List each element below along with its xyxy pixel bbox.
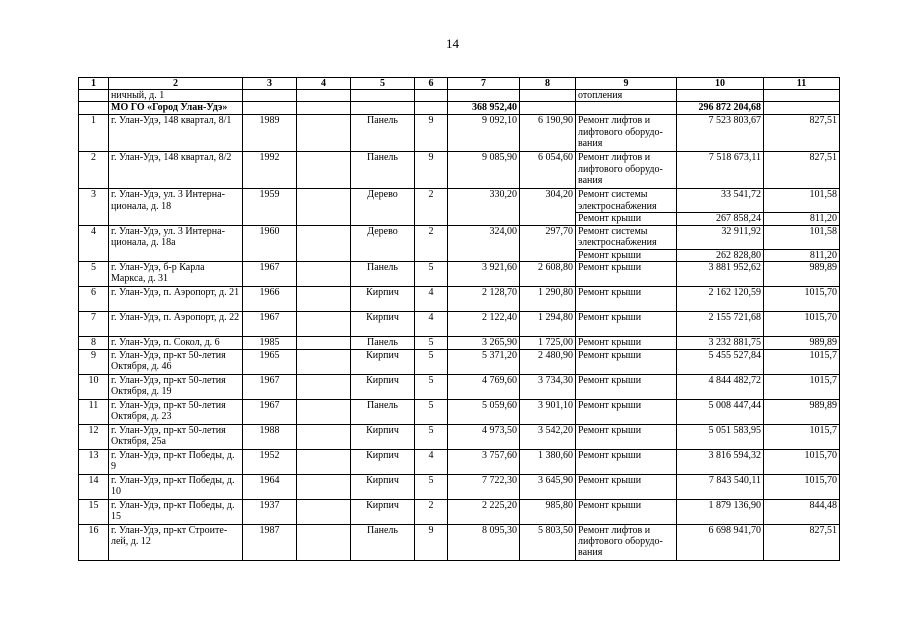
cost-cell: 1 879 136,90 xyxy=(677,499,764,524)
living-area-cell: 1 290,80 xyxy=(520,286,576,311)
year-cell: 1967 xyxy=(243,311,297,336)
blank-cell xyxy=(297,499,351,524)
year-cell: 1992 xyxy=(243,152,297,189)
living-area-cell xyxy=(520,90,576,102)
address-cell: г. Улан-Удэ, пр-кт 50-летия Октября, д. 46 xyxy=(109,349,243,374)
table-row xyxy=(79,424,840,449)
unit-cost-cell: 101,58 xyxy=(764,189,840,213)
table-row xyxy=(79,311,840,336)
floors-cell: 2 xyxy=(415,225,448,261)
row-number-cell xyxy=(79,90,109,102)
total-area-cell: 4 973,50 xyxy=(448,424,520,449)
unit-cost-cell: 1015,7 xyxy=(764,374,840,399)
work-type-cell: Ремонт крыши xyxy=(576,499,677,524)
table-row xyxy=(79,449,840,474)
table-row xyxy=(79,225,840,249)
table-row xyxy=(79,102,840,115)
unit-cost-cell: 1015,70 xyxy=(764,449,840,474)
table-row xyxy=(79,474,840,499)
year-cell xyxy=(243,90,297,102)
year-cell: 1967 xyxy=(243,399,297,424)
living-area-cell xyxy=(520,102,576,115)
header-row xyxy=(79,78,840,90)
address-cell: г. Улан-Удэ, б-р Карла Маркса, д. 31 xyxy=(109,261,243,286)
row-number-cell: 6 xyxy=(79,286,109,311)
address-cell: г. Улан-Удэ, пр-кт 50-летия Октября, д. 19 xyxy=(109,374,243,399)
repair-table xyxy=(78,77,840,561)
floors-cell xyxy=(415,90,448,102)
table-row xyxy=(79,499,840,524)
header-cell: 5 xyxy=(351,78,415,90)
material-cell: Панель xyxy=(351,152,415,189)
cost-cell: 5 051 583,95 xyxy=(677,424,764,449)
floors-cell: 2 xyxy=(415,499,448,524)
unit-cost-cell: 827,51 xyxy=(764,524,840,560)
blank-cell xyxy=(297,90,351,102)
total-area-cell: 2 225,20 xyxy=(448,499,520,524)
total-area-cell: 5 059,60 xyxy=(448,399,520,424)
material-cell: Дерево xyxy=(351,189,415,225)
page-number: 14 xyxy=(446,36,459,51)
floors-cell: 9 xyxy=(415,152,448,189)
living-area-cell: 304,20 xyxy=(520,189,576,225)
work-type-cell: Ремонт крыши xyxy=(576,474,677,499)
living-area-cell: 1 294,80 xyxy=(520,311,576,336)
cost-cell: 32 911,92 xyxy=(677,225,764,249)
table-row xyxy=(79,374,840,399)
row-number-cell: 2 xyxy=(79,152,109,189)
header-cell: 1 xyxy=(79,78,109,90)
material-cell: Панель xyxy=(351,399,415,424)
unit-cost-cell: 989,89 xyxy=(764,261,840,286)
year-cell xyxy=(243,102,297,115)
material-cell: Кирпич xyxy=(351,311,415,336)
address-cell: МО ГО «Город Улан-Удэ» xyxy=(109,102,243,115)
living-area-cell: 985,80 xyxy=(520,499,576,524)
living-area-cell: 3 734,30 xyxy=(520,374,576,399)
header-cell: 9 xyxy=(576,78,677,90)
unit-cost-cell: 1015,70 xyxy=(764,311,840,336)
cost-cell: 3 232 881,75 xyxy=(677,336,764,349)
header-cell: 10 xyxy=(677,78,764,90)
row-number-cell: 4 xyxy=(79,225,109,261)
cost-cell: 5 008 447,44 xyxy=(677,399,764,424)
header-cell: 4 xyxy=(297,78,351,90)
work-type-cell: Ремонт крыши xyxy=(576,213,677,225)
floors-cell: 5 xyxy=(415,261,448,286)
work-type-cell: Ремонт крыши xyxy=(576,311,677,336)
table-row xyxy=(79,189,840,213)
material-cell: Панель xyxy=(351,336,415,349)
cost-cell: 2 162 120,59 xyxy=(677,286,764,311)
material-cell xyxy=(351,102,415,115)
unit-cost-cell: 989,89 xyxy=(764,399,840,424)
table-body xyxy=(79,90,840,561)
year-cell: 1987 xyxy=(243,524,297,560)
unit-cost-cell: 811,20 xyxy=(764,249,840,261)
unit-cost-cell: 844,48 xyxy=(764,499,840,524)
material-cell: Панель xyxy=(351,524,415,560)
total-area-cell: 9 085,90 xyxy=(448,152,520,189)
floors-cell: 5 xyxy=(415,474,448,499)
material-cell: Панель xyxy=(351,261,415,286)
blank-cell xyxy=(297,152,351,189)
table-row xyxy=(79,261,840,286)
year-cell: 1967 xyxy=(243,374,297,399)
floors-cell: 5 xyxy=(415,374,448,399)
total-area-cell: 9 092,10 xyxy=(448,115,520,152)
total-area-cell: 2 122,40 xyxy=(448,311,520,336)
living-area-cell: 6 054,60 xyxy=(520,152,576,189)
work-type-cell: Ремонт системы электроснабжения xyxy=(576,189,677,213)
row-number-cell: 9 xyxy=(79,349,109,374)
work-type-cell: Ремонт крыши xyxy=(576,349,677,374)
year-cell: 1959 xyxy=(243,189,297,225)
total-area-cell: 4 769,60 xyxy=(448,374,520,399)
year-cell: 1988 xyxy=(243,424,297,449)
header-cell: 11 xyxy=(764,78,840,90)
table-row xyxy=(79,286,840,311)
unit-cost-cell: 827,51 xyxy=(764,152,840,189)
address-cell: г. Улан-Удэ, ул. 3 Интерна-ционала, д. 18а xyxy=(109,225,243,261)
table-row xyxy=(79,349,840,374)
living-area-cell: 1 725,00 xyxy=(520,336,576,349)
blank-cell xyxy=(297,311,351,336)
header-cell: 8 xyxy=(520,78,576,90)
year-cell: 1952 xyxy=(243,449,297,474)
unit-cost-cell: 1015,7 xyxy=(764,424,840,449)
header-cell: 7 xyxy=(448,78,520,90)
unit-cost-cell: 811,20 xyxy=(764,213,840,225)
work-type-cell: Ремонт крыши xyxy=(576,424,677,449)
unit-cost-cell: 989,89 xyxy=(764,336,840,349)
blank-cell xyxy=(297,424,351,449)
blank-cell xyxy=(297,524,351,560)
table-row xyxy=(79,336,840,349)
row-number-cell: 7 xyxy=(79,311,109,336)
row-number-cell: 8 xyxy=(79,336,109,349)
material-cell: Кирпич xyxy=(351,449,415,474)
work-type-cell: Ремонт крыши xyxy=(576,249,677,261)
living-area-cell: 297,70 xyxy=(520,225,576,261)
work-type-cell: Ремонт крыши xyxy=(576,399,677,424)
row-number-cell: 3 xyxy=(79,189,109,225)
unit-cost-cell: 101,58 xyxy=(764,225,840,249)
living-area-cell: 5 803,50 xyxy=(520,524,576,560)
address-cell: г. Улан-Удэ, пр-кт Победы, д. 10 xyxy=(109,474,243,499)
work-type-cell: Ремонт системы электроснабжения xyxy=(576,225,677,249)
year-cell: 1966 xyxy=(243,286,297,311)
material-cell: Кирпич xyxy=(351,374,415,399)
work-type-cell: Ремонт крыши xyxy=(576,286,677,311)
address-cell: г. Улан-Удэ, пр-кт Победы, д. 15 xyxy=(109,499,243,524)
row-number-cell: 16 xyxy=(79,524,109,560)
cost-cell: 6 698 941,70 xyxy=(677,524,764,560)
blank-cell xyxy=(297,115,351,152)
row-number-cell xyxy=(79,102,109,115)
cost-cell: 2 155 721,68 xyxy=(677,311,764,336)
living-area-cell: 6 190,90 xyxy=(520,115,576,152)
address-cell: г. Улан-Удэ, ул. 3 Интерна-ционала, д. 18 xyxy=(109,189,243,225)
year-cell: 1989 xyxy=(243,115,297,152)
work-type-cell: Ремонт крыши xyxy=(576,374,677,399)
address-cell: г. Улан-Удэ, пр-кт Победы, д. 9 xyxy=(109,449,243,474)
blank-cell xyxy=(297,336,351,349)
header-cell: 3 xyxy=(243,78,297,90)
address-cell: г. Улан-Удэ, 148 квартал, 8/2 xyxy=(109,152,243,189)
table-row xyxy=(79,115,840,152)
total-area-cell: 8 095,30 xyxy=(448,524,520,560)
unit-cost-cell xyxy=(764,90,840,102)
floors-cell xyxy=(415,102,448,115)
cost-cell: 5 455 527,84 xyxy=(677,349,764,374)
floors-cell: 4 xyxy=(415,286,448,311)
blank-cell xyxy=(297,102,351,115)
year-cell: 1985 xyxy=(243,336,297,349)
blank-cell xyxy=(297,261,351,286)
year-cell: 1937 xyxy=(243,499,297,524)
blank-cell xyxy=(297,449,351,474)
address-cell: г. Улан-Удэ, пр-кт Строите-лей, д. 12 xyxy=(109,524,243,560)
total-area-cell: 3 757,60 xyxy=(448,449,520,474)
header-cell: 6 xyxy=(415,78,448,90)
blank-cell xyxy=(297,189,351,225)
year-cell: 1960 xyxy=(243,225,297,261)
blank-cell xyxy=(297,399,351,424)
floors-cell: 5 xyxy=(415,336,448,349)
blank-cell xyxy=(297,349,351,374)
work-type-cell: Ремонт крыши xyxy=(576,261,677,286)
material-cell: Кирпич xyxy=(351,499,415,524)
address-cell: г. Улан-Удэ, п. Аэропорт, д. 22 xyxy=(109,311,243,336)
material-cell: Дерево xyxy=(351,225,415,261)
floors-cell: 4 xyxy=(415,449,448,474)
floors-cell: 5 xyxy=(415,399,448,424)
table-row xyxy=(79,399,840,424)
floors-cell: 9 xyxy=(415,115,448,152)
material-cell: Панель xyxy=(351,115,415,152)
material-cell: Кирпич xyxy=(351,474,415,499)
cost-cell: 267 858,24 xyxy=(677,213,764,225)
living-area-cell: 2 608,80 xyxy=(520,261,576,286)
cost-cell xyxy=(677,90,764,102)
table-row xyxy=(79,524,840,560)
work-type-cell: отопления xyxy=(576,90,677,102)
work-type-cell: Ремонт крыши xyxy=(576,336,677,349)
address-cell: г. Улан-Удэ, пр-кт 50-летия Октября, 25а xyxy=(109,424,243,449)
total-area-cell: 2 128,70 xyxy=(448,286,520,311)
floors-cell: 5 xyxy=(415,349,448,374)
living-area-cell: 3 542,20 xyxy=(520,424,576,449)
living-area-cell: 3 645,90 xyxy=(520,474,576,499)
cost-cell: 262 828,80 xyxy=(677,249,764,261)
material-cell: Кирпич xyxy=(351,349,415,374)
table-row xyxy=(79,152,840,189)
year-cell: 1965 xyxy=(243,349,297,374)
living-area-cell: 3 901,10 xyxy=(520,399,576,424)
address-cell: г. Улан-Удэ, 148 квартал, 8/1 xyxy=(109,115,243,152)
total-area-cell: 368 952,40 xyxy=(448,102,520,115)
address-cell: г. Улан-Удэ, п. Аэропорт, д. 21 xyxy=(109,286,243,311)
cost-cell: 7 518 673,11 xyxy=(677,152,764,189)
cost-cell: 7 843 540,11 xyxy=(677,474,764,499)
floors-cell: 5 xyxy=(415,424,448,449)
blank-cell xyxy=(297,286,351,311)
header-cell: 2 xyxy=(109,78,243,90)
blank-cell xyxy=(297,474,351,499)
table-row xyxy=(79,90,840,102)
total-area-cell: 7 722,30 xyxy=(448,474,520,499)
row-number-cell: 13 xyxy=(79,449,109,474)
cost-cell: 7 523 803,67 xyxy=(677,115,764,152)
row-number-cell: 10 xyxy=(79,374,109,399)
address-cell: г. Улан-Удэ, пр-кт 50-летия Октября, д. 23 xyxy=(109,399,243,424)
row-number-cell: 11 xyxy=(79,399,109,424)
row-number-cell: 15 xyxy=(79,499,109,524)
unit-cost-cell: 1015,70 xyxy=(764,474,840,499)
year-cell: 1964 xyxy=(243,474,297,499)
work-type-cell: Ремонт лифтов и лифтового оборудо-вания xyxy=(576,524,677,560)
row-number-cell: 12 xyxy=(79,424,109,449)
blank-cell xyxy=(297,225,351,261)
address-cell: ничный, д. 1 xyxy=(109,90,243,102)
work-type-cell: Ремонт лифтов и лифтового оборудо-вания xyxy=(576,152,677,189)
year-cell: 1967 xyxy=(243,261,297,286)
work-type-cell: Ремонт лифтов и лифтового оборудо-вания xyxy=(576,115,677,152)
total-area-cell xyxy=(448,90,520,102)
unit-cost-cell xyxy=(764,102,840,115)
floors-cell: 9 xyxy=(415,524,448,560)
address-cell: г. Улан-Удэ, п. Сокол, д. 6 xyxy=(109,336,243,349)
work-type-cell xyxy=(576,102,677,115)
total-area-cell: 330,20 xyxy=(448,189,520,225)
total-area-cell: 3 921,60 xyxy=(448,261,520,286)
cost-cell: 3 816 594,32 xyxy=(677,449,764,474)
material-cell: Кирпич xyxy=(351,424,415,449)
material-cell xyxy=(351,90,415,102)
row-number-cell: 1 xyxy=(79,115,109,152)
cost-cell: 33 541,72 xyxy=(677,189,764,213)
unit-cost-cell: 827,51 xyxy=(764,115,840,152)
row-number-cell: 14 xyxy=(79,474,109,499)
floors-cell: 2 xyxy=(415,189,448,225)
cost-cell: 4 844 482,72 xyxy=(677,374,764,399)
total-area-cell: 3 265,90 xyxy=(448,336,520,349)
cost-cell: 3 881 952,62 xyxy=(677,261,764,286)
blank-cell xyxy=(297,374,351,399)
living-area-cell: 1 380,60 xyxy=(520,449,576,474)
material-cell: Кирпич xyxy=(351,286,415,311)
total-area-cell: 5 371,20 xyxy=(448,349,520,374)
unit-cost-cell: 1015,70 xyxy=(764,286,840,311)
floors-cell: 4 xyxy=(415,311,448,336)
unit-cost-cell: 1015,7 xyxy=(764,349,840,374)
living-area-cell: 2 480,90 xyxy=(520,349,576,374)
work-type-cell: Ремонт крыши xyxy=(576,449,677,474)
total-area-cell: 324,00 xyxy=(448,225,520,261)
cost-cell: 296 872 204,68 xyxy=(677,102,764,115)
row-number-cell: 5 xyxy=(79,261,109,286)
